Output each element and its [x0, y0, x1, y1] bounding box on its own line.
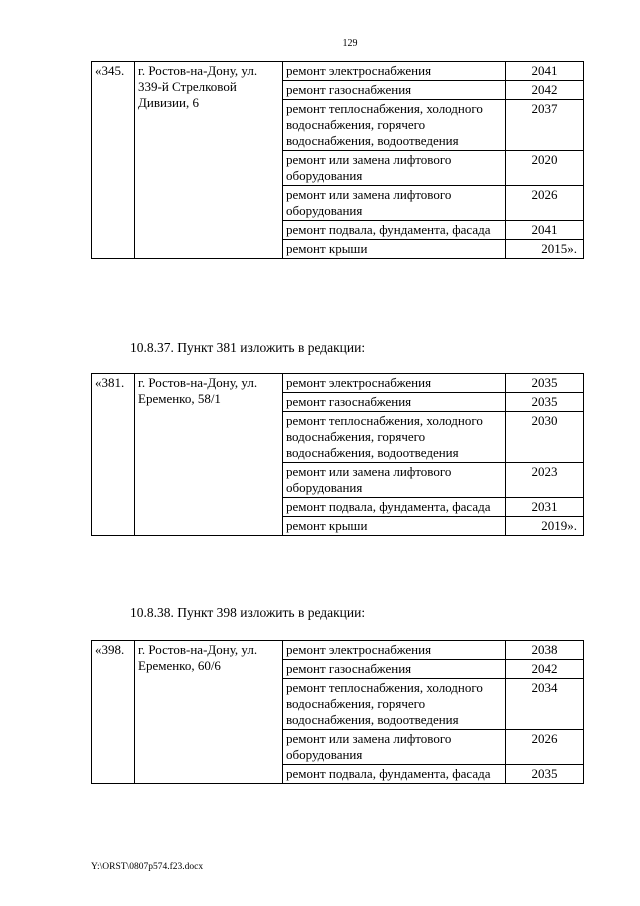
- work-year: 2034: [506, 679, 584, 730]
- repair-schedule-table-381: [91, 373, 584, 536]
- work-year: 2037: [506, 100, 584, 151]
- work-type: ремонт газоснабжения: [283, 81, 506, 100]
- work-type: ремонт электроснабжения: [283, 641, 506, 660]
- item-address: г. Ростов-на-Дону, ул. Еременко, 58/1: [135, 374, 283, 536]
- item-number: «398.: [92, 641, 135, 784]
- work-year: 2019».: [506, 517, 584, 536]
- work-type: ремонт электроснабжения: [283, 62, 506, 81]
- work-year: 2041: [506, 221, 584, 240]
- work-year: 2041: [506, 62, 584, 81]
- work-type: ремонт или замена лифтового оборудования: [283, 186, 506, 221]
- work-year: 2026: [506, 186, 584, 221]
- work-year: 2038: [506, 641, 584, 660]
- work-type: ремонт или замена лифтового оборудования: [283, 463, 506, 498]
- work-year: 2026: [506, 730, 584, 765]
- item-address: г. Ростов-на-Дону, ул. 339-й Стрелковой Дивизии, 6: [135, 62, 283, 259]
- work-type: ремонт или замена лифтового оборудования: [283, 151, 506, 186]
- amendment-paragraph-381: 10.8.37. Пункт 381 изложить в редакции:: [130, 340, 366, 355]
- work-type: ремонт теплоснабжения, холодного водоснабжения, горячего водоснабжения, водоотведения: [283, 100, 506, 151]
- repair-schedule-table-345: [91, 61, 584, 259]
- page-number: 129: [342, 38, 358, 49]
- item-number: «345.: [92, 62, 135, 259]
- work-type: ремонт теплоснабжения, холодного водоснабжения, горячего водоснабжения, водоотведения: [283, 679, 506, 730]
- work-year: 2020: [506, 151, 584, 186]
- repair-schedule-table-398: [91, 640, 584, 784]
- work-year: 2035: [506, 765, 584, 784]
- work-type: ремонт газоснабжения: [283, 393, 506, 412]
- work-type: ремонт подвала, фундамента, фасада: [283, 221, 506, 240]
- footer-file-path: Y:\ORST\0807p574.f23.docx: [91, 862, 204, 872]
- work-type: ремонт крыши: [283, 517, 506, 536]
- item-number: «381.: [92, 374, 135, 536]
- item-address: г. Ростов-на-Дону, ул. Еременко, 60/6: [135, 641, 283, 784]
- work-type: ремонт подвала, фундамента, фасада: [283, 498, 506, 517]
- work-type: ремонт подвала, фундамента, фасада: [283, 765, 506, 784]
- work-year: 2035: [506, 374, 584, 393]
- table-row: [92, 641, 584, 660]
- work-year: 2035: [506, 393, 584, 412]
- work-year: 2042: [506, 81, 584, 100]
- work-year: 2023: [506, 463, 584, 498]
- table-row: [92, 62, 584, 81]
- amendment-paragraph-398: 10.8.38. Пункт 398 изложить в редакции:: [130, 605, 366, 620]
- work-type: ремонт теплоснабжения, холодного водоснабжения, горячего водоснабжения, водоотведения: [283, 412, 506, 463]
- work-type: ремонт электроснабжения: [283, 374, 506, 393]
- work-type: ремонт крыши: [283, 240, 506, 259]
- work-year: 2030: [506, 412, 584, 463]
- work-type: ремонт или замена лифтового оборудования: [283, 730, 506, 765]
- work-type: ремонт газоснабжения: [283, 660, 506, 679]
- work-year: 2015».: [506, 240, 584, 259]
- table-row: [92, 374, 584, 393]
- work-year: 2031: [506, 498, 584, 517]
- work-year: 2042: [506, 660, 584, 679]
